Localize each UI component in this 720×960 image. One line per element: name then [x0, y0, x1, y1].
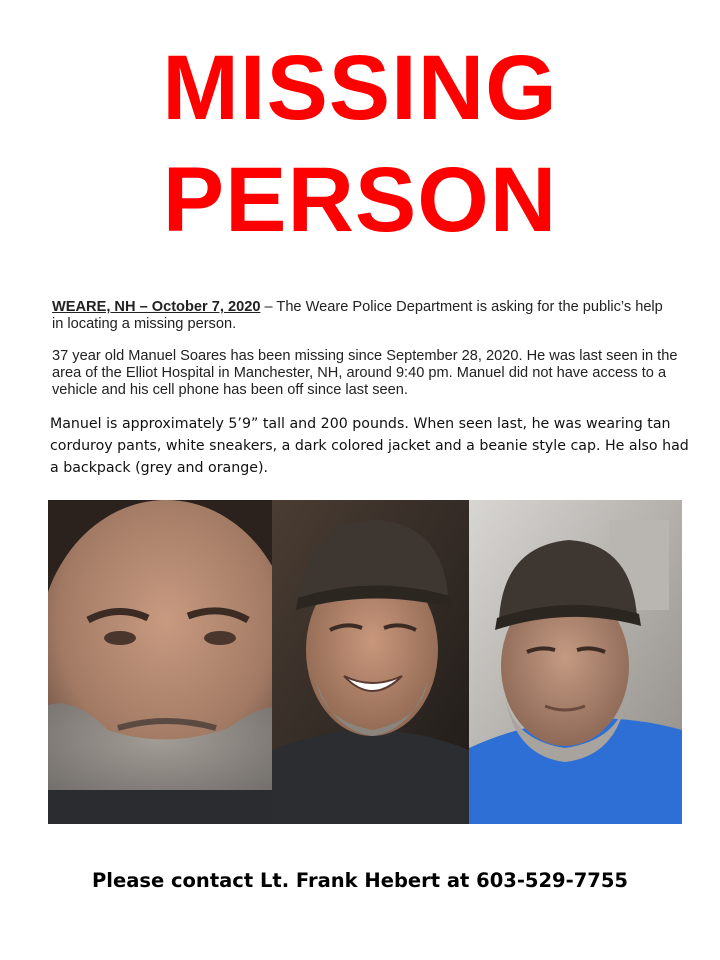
dateline: WEARE, NH – October 7, 2020: [52, 299, 261, 315]
portrait-photo-smiling-cap: [272, 500, 469, 824]
intro-text: – The Weare Police Department is asking for the public’s help in locating a missing person.: [52, 299, 663, 332]
headline-missing: MISSING: [162, 37, 558, 139]
description-paragraph: Manuel is approximately 5’9” tall and 200 pounds. When seen last, he was wearing tan corduroy pants, white sneakers, a dark colored jacket and a beanie style cap. He also had a backpack (grey and orange).: [50, 416, 689, 476]
contact-line: Please contact Lt. Frank Hebert at 603-529-7755: [92, 869, 628, 892]
portrait-photo-cap-blue-shirt: [469, 500, 682, 824]
details-paragraph: 37 year old Manuel Soares has been missing since September 28, 2020. He was last seen in the area of the Elliot Hospital in Manchester, NH, around 9:40 pm. Manuel did not have access to a vehicle and his cell phone has been off since last seen.: [52, 348, 678, 398]
headline-person: PERSON: [162, 149, 558, 251]
portrait-photo-closeup: [48, 500, 272, 824]
intro-paragraph: [52, 299, 678, 333]
